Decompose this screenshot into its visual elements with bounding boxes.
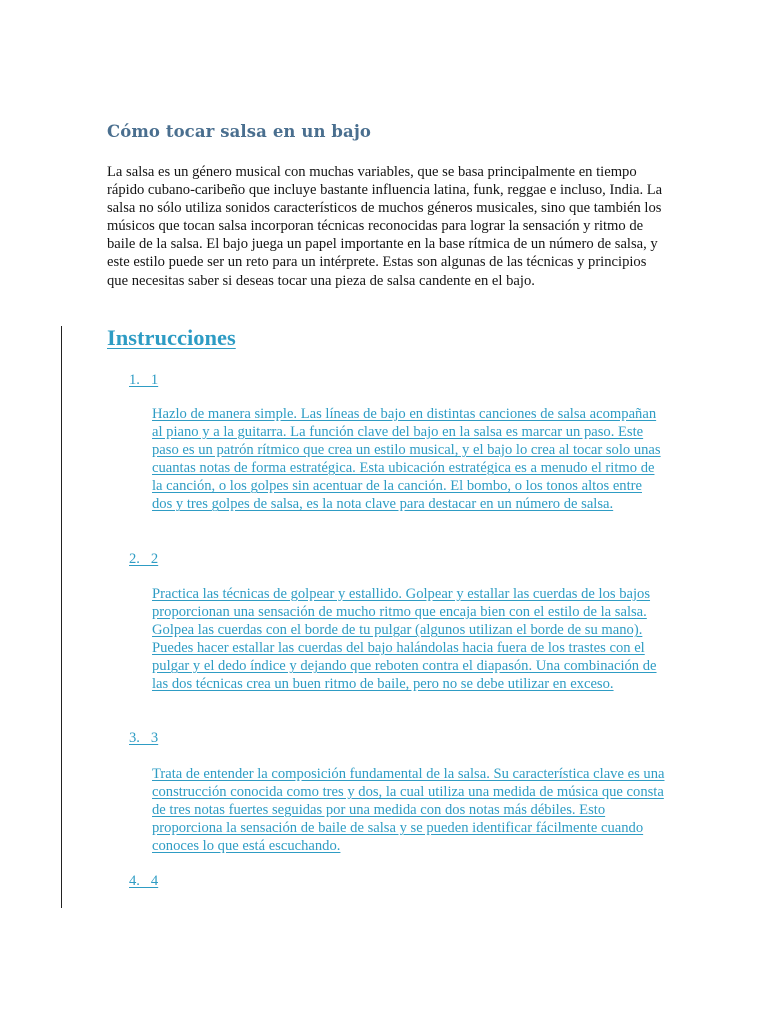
step-text-link[interactable]: Practica las técnicas de golpear y estallido. Golpear y estallar las cuerdas de los bajos proporcionan una sensación de mucho ritmo que encaja bien con el estilo de la salsa. Golpea las cuerdas con el borde de tu pulgar (algunos utilizan el borde de su mano). Puedes hacer estallar las cuerdas del bajo halándolas hacia fuera de los trastes con el pulgar y el dedo índice y dejando que reboten contra el diapasón. Una combinación de las dos técnicas crea un buen ritmo de baile, pero no se debe utilizar en exceso.: [152, 586, 657, 693]
step-text-link[interactable]: Trata de entender la composición fundamental de la salsa. Su característica clave es una construcción conocida como tres y dos, la cual utiliza una medida de música que consta de tres notas fuertes seguidas por una medida con dos notas más débiles. Esto proporciona la sensación de baile de salsa y se pueden identificar fácilmente cuando conoces lo que está escuchando.: [152, 766, 665, 855]
step-number-link[interactable]: 2. 2: [129, 551, 159, 567]
instructions-heading[interactable]: Instrucciones: [107, 325, 236, 350]
intro-paragraph: La salsa es un género musical con muchas variables, que se basa principalmente en tiempo rápido cubano-caribeño que incluye bastante influencia latina, funk, reggae e incluso, India. La salsa no sólo utiliza sonidos característicos de muchos géneros musicales, sino que también los músicos que tocan salsa incorporan técnicas reconocidas para lograr la sensación y ritmo de baile de la salsa. El bajo juega un papel importante en la base rítmica de un número de salsa, y este estilo puede ser un reto para un intérprete. Estas son algunas de las técnicas y principios que necesitas saber si deseas tocar una pieza de salsa candente en el bajo.: [107, 164, 663, 289]
margin-change-bar: [61, 326, 62, 908]
step-number-link[interactable]: 4. 4: [129, 873, 159, 889]
document-title: Cómo tocar salsa en un bajo: [107, 122, 372, 141]
step-text-link[interactable]: Hazlo de manera simple. Las líneas de bajo en distintas canciones de salsa acompañan al piano y a la guitarra. La función clave del bajo en la salsa es marcar un paso. Este paso es un patrón rítmico que crea un estilo musical, y el bajo lo crea al tocar solo unas cuantas notas de forma estratégica. Esta ubicación estratégica es a menudo el ritmo de la canción, o los golpes sin acentuar de la canción. El bombo, o los tonos altos entre dos y tres golpes de salsa, es la nota clave para destacar en un número de salsa.: [152, 406, 661, 513]
step-number-link[interactable]: 3. 3: [129, 730, 159, 746]
step-number-link[interactable]: 1. 1: [129, 372, 159, 388]
